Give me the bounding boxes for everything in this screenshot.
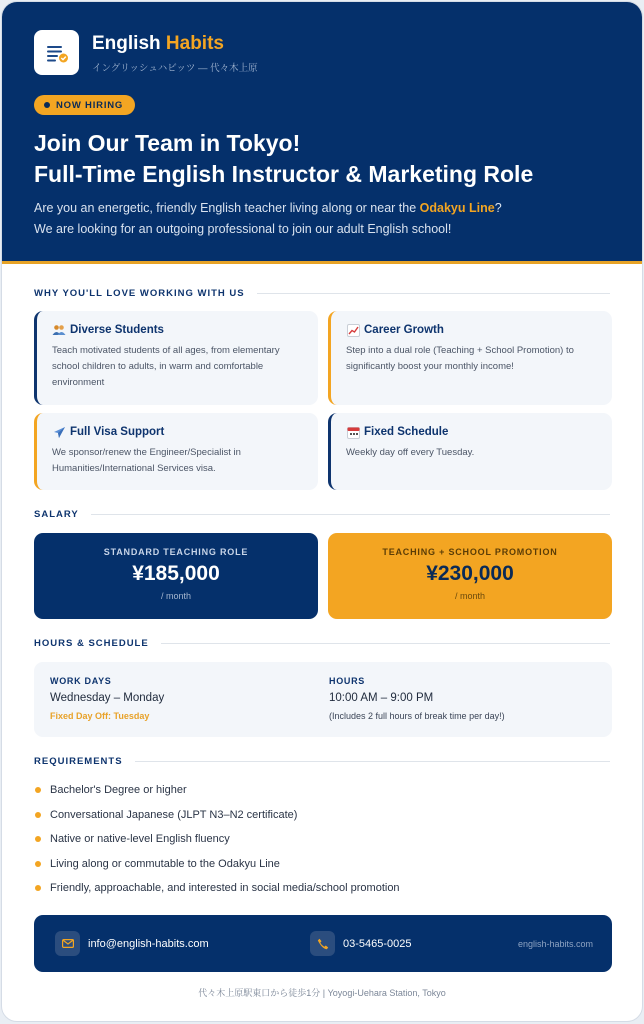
hero-desc-post: ? [494,201,502,215]
hero-desc-line-2: We are looking for an outgoing professional to join our adult English school! [34,222,452,236]
contact-bar [34,915,612,972]
requirement-text: Native or native-level English fluency [50,833,230,846]
brand-subtitle: イングリッシュハビッツ — 代々木上原 [92,63,258,74]
footer-address: 代々木上原駅東口から徒歩1分 | Yoyogi-Uehara Station, Tokyo [198,988,446,998]
workdays-column [50,676,164,721]
badge-dot-icon [44,102,50,108]
list-item [34,778,400,803]
brand-name-primary: English [92,33,161,54]
list-item [34,803,400,828]
workdays-value: Wednesday – Monday [50,692,165,704]
title-line-1: Join Our Team in Tokyo! [34,130,301,156]
feature-title-text: Career Growth [364,324,444,336]
feature-card-career-growth [328,311,612,405]
feature-desc: Step into a dual role (Teaching + School Promotion) to significantly boost your monthly income! [346,345,574,372]
feature-card-fixed-schedule [328,413,612,490]
salary-amount: ¥185,000 [132,562,220,585]
schedule-section-heading [34,638,610,649]
website-link[interactable]: english-habits.com [517,938,593,949]
phone-icon [310,931,335,956]
bullet-icon [35,861,41,867]
feature-title-text: Fixed Schedule [364,426,449,438]
page-title [34,128,533,190]
salary-section-heading [34,509,610,520]
divider [257,293,610,294]
salary-card-promotion [328,533,612,619]
bullet-icon [35,885,41,891]
feature-card-diverse-students [34,311,318,405]
hero-description [34,198,502,240]
salary-card-standard [34,533,318,619]
people-icon [52,323,66,337]
salary-amount: ¥230,000 [426,562,514,585]
feature-title-text: Diverse Students [70,324,164,336]
airplane-icon [52,425,66,439]
list-item [34,852,400,877]
list-item [34,876,400,901]
feature-title [52,425,304,439]
feature-title [52,323,304,337]
feature-desc: We sponsor/renew the Engineer/Specialist in Humanities/International Services visa. [52,447,241,474]
feature-title [346,323,598,337]
salary-unit: / month [160,591,191,601]
feature-card-visa-support [34,413,318,490]
break-note: (Includes 2 full hours of break time per day!) [329,711,505,721]
requirements-heading-label: REQUIREMENTS [34,756,123,767]
now-hiring-badge [34,95,135,115]
feature-desc: Weekly day off every Tuesday. [346,447,475,458]
salary-heading-label: SALARY [34,509,79,520]
job-posting-card [1,1,643,1022]
brand-name-accent: Habits [165,33,224,54]
salary-unit: / month [454,591,485,601]
chart-up-icon [346,323,360,337]
hours-label: HOURS [329,676,366,686]
email-icon [55,931,80,956]
feature-title [346,425,598,439]
schedule-card [34,662,612,737]
phone-link[interactable]: 03-5465-0025 [343,937,412,950]
schedule-heading-label: HOURS & SCHEDULE [34,638,149,649]
feature-title-text: Full Visa Support [70,426,165,438]
day-off-note: Fixed Day Off: Tuesday [50,711,150,721]
email-link[interactable]: info@english-habits.com [88,937,209,950]
divider [161,643,610,644]
logo [34,30,79,75]
hours-value: 10:00 AM – 9:00 PM [329,692,434,704]
document-check-icon [45,43,69,63]
divider [135,761,610,762]
requirement-text: Living along or commutable to the Odakyu Line [50,857,280,870]
feature-desc: Teach motivated students of all ages, from elementary school children to adults, in warm and comfortable environment [52,345,280,388]
brand [92,33,258,74]
hero-desc-line-1 [34,198,502,219]
list-item [34,827,400,852]
divider [91,514,610,515]
title-line-2: Full-Time English Instructor & Marketing Role [34,161,534,187]
salary-label: STANDARD TEACHING ROLE [103,547,249,557]
requirement-text: Bachelor's Degree or higher [50,784,187,797]
requirement-text: Friendly, approachable, and interested in social media/school promotion [50,882,400,895]
hero-desc-pre: Are you an energetic, friendly English teacher living along or near the [34,201,420,215]
salary-label: TEACHING + SCHOOL PROMOTION [382,547,558,557]
bullet-icon [35,787,41,793]
requirements-section-heading [34,756,610,767]
brand-name [92,33,258,55]
requirements-list [34,778,400,901]
workdays-label: WORK DAYS [50,676,112,686]
bullet-icon [35,812,41,818]
hero-section [2,2,642,264]
why-heading-label: WHY YOU'LL LOVE WORKING WITH US [34,288,245,299]
hours-column [329,676,505,721]
why-section-heading [34,288,610,299]
calendar-icon [346,425,360,439]
badge-label: NOW HIRING [56,99,124,111]
odakyu-line-highlight: Odakyu Line [419,201,495,215]
requirement-text: Conversational Japanese (JLPT N3–N2 certificate) [50,808,298,821]
bullet-icon [35,836,41,842]
